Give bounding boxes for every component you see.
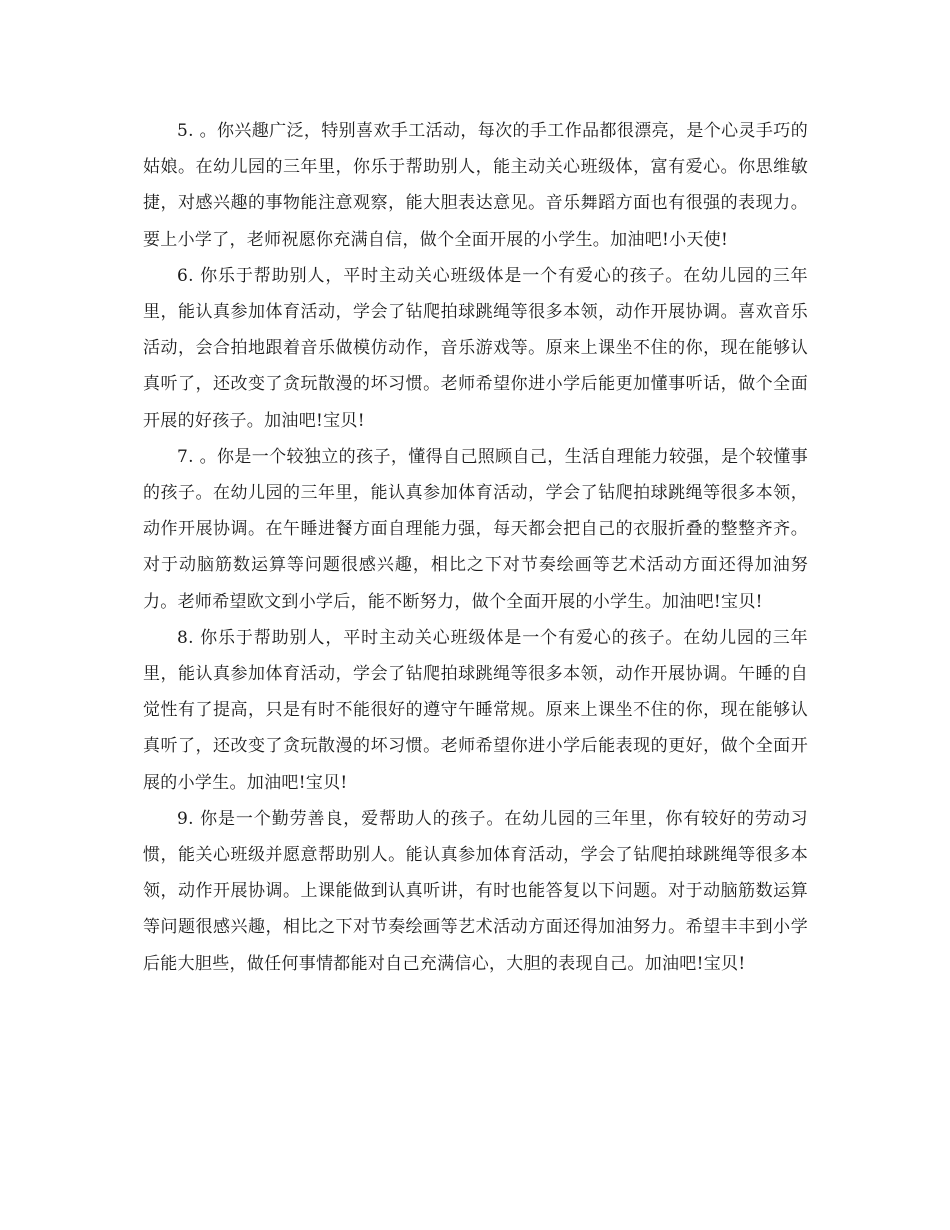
- document-body: [143, 113, 808, 982]
- comment-paragraph-7: 7. 。你是一个较独立的孩子，懂得自己照顾自己，生活自理能力较强，是个较懂事的孩子。在幼儿园的三年里，能认真参加体育活动，学会了钻爬拍球跳绳等很多本领，动作开展协调。在午睡进餐方面自理能力强，每天都会把自己的衣服折叠的整整齐齐。对于动脑筋数运算等问题很感兴趣，相比之下对节奏绘画等艺术活动方面还得加油努力。老师希望欧文到小学后，能不断努力，做个全面开展的小学生。加油吧!宝贝!: [143, 446, 808, 612]
- comment-paragraph-9: 9. 你是一个勤劳善良，爱帮助人的孩子。在幼儿园的三年里，你有较好的劳动习惯，能关心班级并愿意帮助别人。能认真参加体育活动，学会了钻爬拍球跳绳等很多本领，动作开展协调。上课能做到认真听讲，有时也能答复以下问题。对于动脑筋数运算等问题很感兴趣，相比之下对节奏绘画等艺术活动方面还得加油努力。希望丰丰到小学后能大胆些，做任何事情都能对自己充满信心，大胆的表现自己。加油吧!宝贝!: [143, 808, 808, 974]
- comment-paragraph-8: 8. 你乐于帮助别人，平时主动关心班级体是一个有爱心的孩子。在幼儿园的三年里，能认真参加体育活动，学会了钻爬拍球跳绳等很多本领，动作开展协调。午睡的自觉性有了提高，只是有时不能很好的遵守午睡常规。原来上课坐不住的你，现在能够认真听了，还改变了贪玩散漫的坏习惯。老师希望你进小学后能表现的更好，做个全面开展的小学生。加油吧!宝贝!: [143, 627, 808, 793]
- comment-paragraph-5: 5. 。你兴趣广泛，特别喜欢手工活动，每次的手工作品都很漂亮，是个心灵手巧的姑娘。在幼儿园的三年里，你乐于帮助别人，能主动关心班级体，富有爱心。你思维敏捷，对感兴趣的事物能注意观察，能大胆表达意见。音乐舞蹈方面也有很强的表现力。要上小学了，老师祝愿你充满自信，做个全面开展的小学生。加油吧!小天使!: [143, 121, 808, 250]
- comment-paragraph-6: 6. 你乐于帮助别人，平时主动关心班级体是一个有爱心的孩子。在幼儿园的三年里，能认真参加体育活动，学会了钻爬拍球跳绳等很多本领，动作开展协调。喜欢音乐活动，会合拍地跟着音乐做模仿动作，音乐游戏等。原来上课坐不住的你，现在能够认真听了，还改变了贪玩散漫的坏习惯。老师希望你进小学后能更加懂事听话，做个全面开展的好孩子。加油吧!宝贝!: [143, 265, 808, 431]
